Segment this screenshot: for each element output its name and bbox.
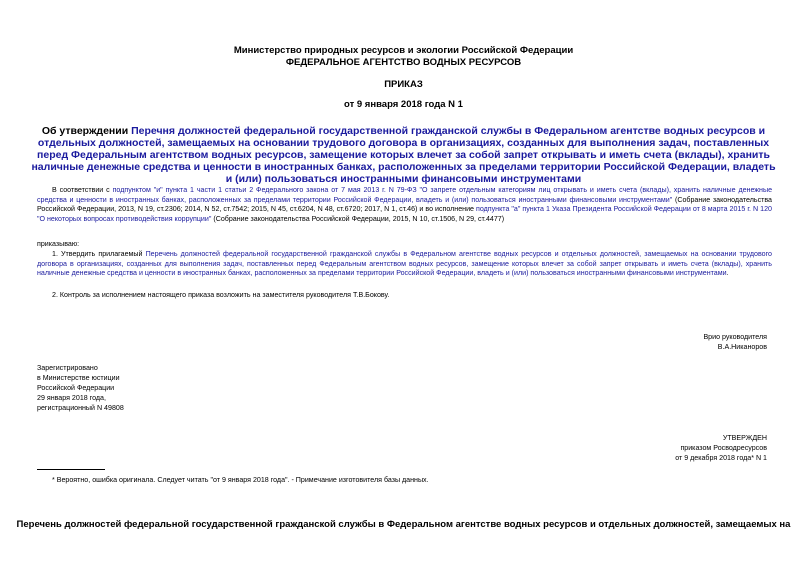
registration-line-4: 29 января 2018 года, [37, 394, 106, 402]
approved-line-3: от 9 декабря 2018 года* N 1 [675, 454, 767, 462]
title-link[interactable]: Перечня должностей федеральной государственной гражданской службы в Федеральном агентстве водных ресурсов и отдельных должностей, замещаемых на основании трудового договора в организациях, созданных для выполнения задач, поставленных перед Федеральным агентством водных ресурсов, замещение которых влечет за собой запрет открывать и иметь счета (вклады), хранить наличные денежные средства и ценности в иностранных банках, расположенных за пределами территории Российской Федерации, владеть и (или) пользоваться иностранными финансовыми инструментами [31, 125, 776, 185]
registration-line-2: в Министерстве юстиции [37, 374, 120, 382]
footnote-divider [37, 469, 105, 470]
document-date-number: от 9 января 2018 года N 1 [344, 99, 463, 110]
preamble-text-2: (Собрание законодательства Российской Федерации, 2013, N 19, ст.2306; 2014, N 52, ст.7542; 2015, N 45, ст.6204, N 48, ст.6720; 2017, N 1, ст.46) и во исполнение [37, 195, 772, 214]
registration-line-3: Российской Федерации [37, 384, 115, 392]
preamble-text-3: (Собрание законодательства Российской Федерации, 2015, N 10, ст.1506, N 29, ст.4477) [211, 214, 505, 223]
signature-position: Врио руководителя [703, 333, 767, 341]
preamble-paragraph [37, 186, 772, 224]
order-item-1 [37, 250, 772, 279]
preamble-text-1: В соответствии с [52, 186, 113, 194]
item1-text-2: . [726, 269, 729, 278]
signature-name: В.А.Никаноров [717, 343, 767, 351]
ministry-name: Министерство природных ресурсов и экологии Российской Федерации [233, 45, 574, 56]
list-heading: Перечень должностей федеральной государственной гражданской службы в Федеральном агентстве водных ресурсов и отдельных должностей, замещаемых на [16, 519, 791, 530]
approved-line-2: приказом Росводресурсов [680, 444, 767, 452]
document-title [30, 125, 777, 185]
presidential-decree-link[interactable]: подпункта "а" пункта 1 Указа Президента Российской Федерации от 8 марта 2015 г. N 120 "О некоторых вопросах противодействия коррупции" [37, 205, 772, 223]
footnote: * Вероятно, ошибка оригинала. Следует читать "от 9 января 2018 года". - Примечание изготовителя базы данных. [52, 476, 429, 484]
registration-line-5: регистрационный N 49808 [37, 404, 124, 412]
document-type: ПРИКАЗ [384, 79, 423, 90]
order-item-2: 2. Контроль за исполнением настоящего приказа возложить на заместителя руководителя Т.В.Бокову. [52, 291, 390, 299]
approved-list-link[interactable]: Перечень должностей федеральной государственной гражданской службы в Федеральном агентстве водных ресурсов и отдельных должностей, замещаемых на основании трудового договора в организациях, созданных для выполнения задач, поставленных перед Федеральным агентством водных ресурсов, замещение которых влечет за собой запрет открывать и иметь счета (вклады), хранить наличные денежные средства и ценности в иностранных банках, расположенных за пределами территории Российской Федерации, владеть и (или) пользоваться иностранными финансовыми инструментами [37, 250, 773, 278]
item1-text-1: 1. Утвердить прилагаемый [52, 250, 146, 258]
orders-word: приказываю: [37, 240, 80, 248]
agency-name: ФЕДЕРАЛЬНОЕ АГЕНТСТВО ВОДНЫХ РЕСУРСОВ [285, 57, 522, 68]
approved-line-1: УТВЕРЖДЕН [722, 434, 767, 442]
title-prefix: Об утверждении [41, 125, 132, 137]
federal-law-link[interactable]: подпунктом "и" пункта 1 части 1 статьи 2 Федерального закона от 7 мая 2013 г. N 79-ФЗ "О запрете отдельным категориям лиц открывать и иметь счета (вклады), хранить наличные денежные средства и ценности в иностранных банках, расположенных за пределами территории Российской Федерации, владеть и (или) пользоваться иностранными финансовыми инструментами" [37, 186, 773, 204]
registration-line-1: Зарегистрировано [37, 364, 98, 372]
